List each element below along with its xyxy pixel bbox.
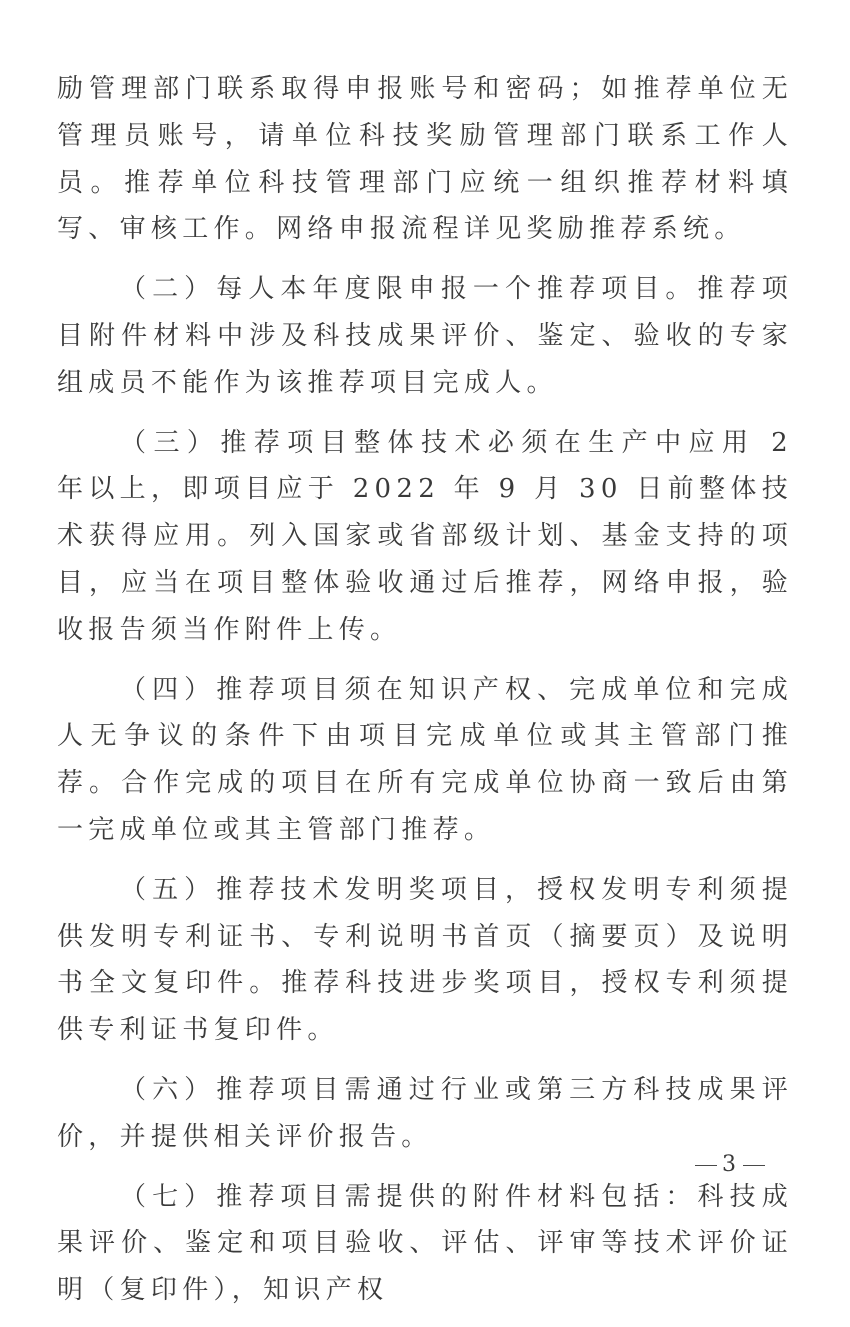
- paragraph-item-2: （二）每人本年度限申报一个推荐项目。推荐项目附件材料中涉及科技成果评价、鉴定、验收的专家组成员不能作为该推荐项目完成人。: [57, 274, 793, 398]
- paragraph-item-5: （五）推荐技术发明奖项目，授权发明专利须提供发明专利证书、专利说明书首页（摘要页）及说明书全文复印件。推荐科技进步奖项目，授权专利须提供专利证书复印件。: [57, 874, 793, 1046]
- paragraph-item-7: （七）推荐项目需提供的附件材料包括：科技成果评价、鉴定和项目验收、评估、评审等技术评价证明（复印件），知识产权: [57, 1181, 793, 1306]
- paragraph-item-4: （四）推荐项目须在知识产权、完成单位和完成人无争议的条件下由项目完成单位或其主管部门推荐。合作完成的项目在所有完成单位协商一致后由第一完成单位或其主管部门推荐。: [57, 674, 793, 845]
- paragraph-continued: 励管理部门联系取得申报账号和密码；如推荐单位无管理员账号，请单位科技奖励管理部门联系工作人员。推荐单位科技管理部门应统一组织推荐材料填写、审核工作。网络申报流程详见奖励推荐系统。: [57, 74, 793, 245]
- page-number: 3: [722, 1152, 738, 1177]
- dash-right: [743, 1165, 765, 1166]
- paragraph-item-3: （三）推荐项目整体技术必须在生产中应用 2 年以上，即项目应于 2022 年 9 月 30 日前整体技术获得应用。列入国家或省部级计划、基金支持的项目，应当在项目整体验收通过后推荐，网络申报，验收报告须当作附件上传。: [57, 427, 793, 645]
- paragraph-item-6: （六）推荐项目需通过行业或第三方科技成果评价，并提供相关评价报告。: [57, 1074, 793, 1152]
- document-body: [57, 66, 793, 1327]
- page-footer: [690, 1152, 770, 1177]
- dash-left: [695, 1165, 717, 1166]
